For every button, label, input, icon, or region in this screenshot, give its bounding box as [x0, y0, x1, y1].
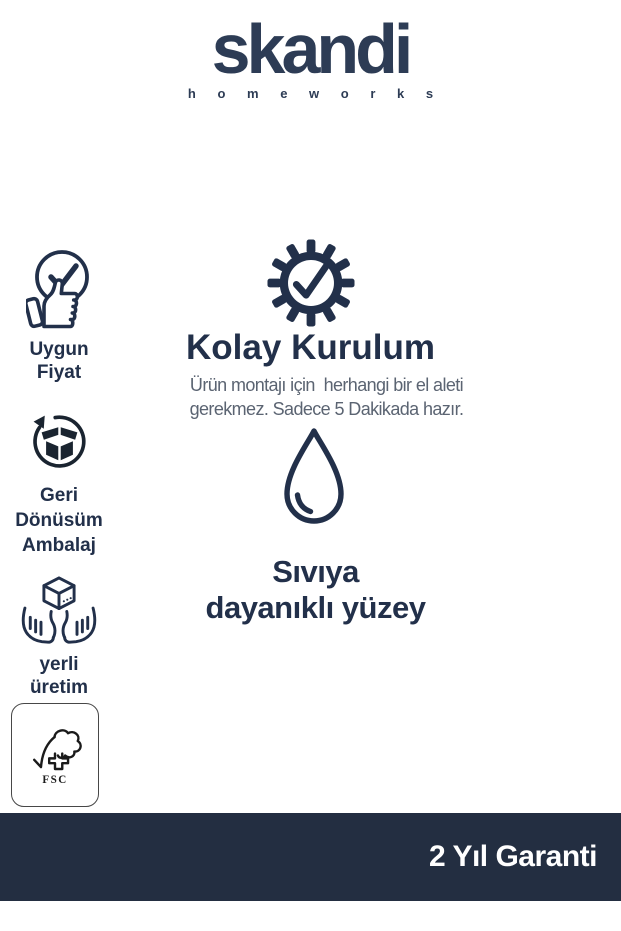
feature-label: Uygun Fiyat: [29, 339, 89, 384]
liquid-resistant-title: Sıvıya dayanıklı yüzey: [205, 554, 426, 625]
warranty-text: 2 Yıl Garanti: [428, 840, 597, 873]
easy-install-description: Ürün montajı için herhangi bir el aleti gerekmez. Sadece 5 Dakikada hazır.: [189, 375, 464, 419]
brand-name: skandi: [211, 10, 410, 88]
water-drop-icon: [3, 426, 621, 538]
brand-logo: [0, 10, 621, 101]
gear-check-icon: [0, 239, 621, 327]
fsc-certification-badge: [11, 703, 99, 807]
fsc-tree-icon: [26, 722, 84, 788]
warranty-bar: [0, 813, 621, 901]
fsc-label: FSC: [42, 774, 68, 787]
feature-label: yerli üretim: [29, 654, 89, 699]
feature-label: Geri Dönüsüm Ambalaj: [15, 485, 103, 557]
brand-tagline: h o m e w o r k s: [187, 86, 443, 101]
easy-install-title: Kolay Kurulum: [186, 328, 435, 367]
